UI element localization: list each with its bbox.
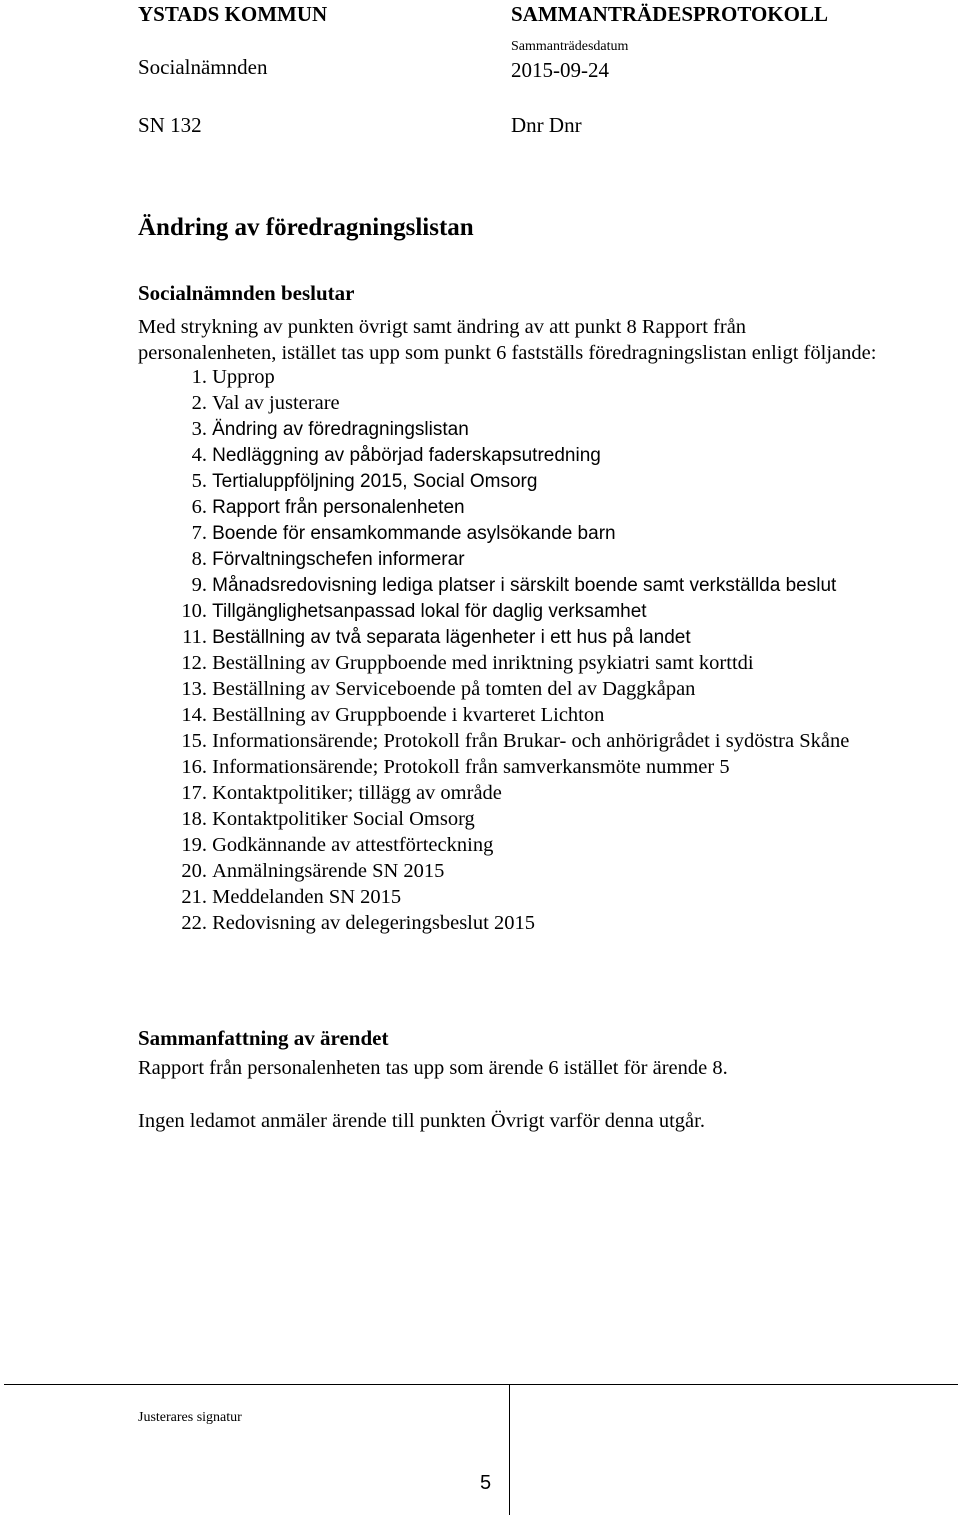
decision-intro-line: personalenheten, istället tas upp som punkt 6 fastställs föredragningslistan enligt följande:: [138, 342, 877, 364]
agenda-item-number: 16.: [181, 756, 207, 778]
agenda-item: [168, 546, 849, 572]
agenda-item: [168, 494, 849, 520]
agenda-item: [168, 572, 849, 598]
agenda-item: [168, 442, 849, 468]
agenda-item-number: 13.: [181, 678, 207, 700]
municipality-name: YSTADS KOMMUN: [138, 2, 328, 26]
signature-label: Justerares signatur: [138, 1410, 242, 1425]
summary-heading: Sammanfattning av ärendet: [138, 1026, 389, 1050]
agenda-item-text: Kontaktpolitiker; tillägg av område: [212, 782, 502, 804]
summary-paragraph: Rapport från personalenheten tas upp som ärende 6 istället för ärende 8.: [138, 1057, 728, 1079]
decision-heading: Socialnämnden beslutar: [138, 281, 355, 305]
page-number: 5: [480, 1472, 492, 1494]
agenda-item-text: Månadsredovisning lediga platser i särskilt boende samt verkställda beslut: [212, 575, 837, 596]
agenda-item-text: Nedläggning av påbörjad faderskapsutredning: [212, 445, 601, 466]
agenda-item-text: Meddelanden SN 2015: [212, 886, 402, 908]
agenda-item-text: Boende för ensamkommande asylsökande barn: [212, 523, 616, 544]
agenda-item-text: Beställning av två separata lägenheter i ett hus på landet: [212, 627, 691, 648]
agenda-item-text: Godkännande av attestförteckning: [212, 834, 494, 856]
meeting-date-label: Sammanträdesdatum: [511, 39, 629, 54]
agenda-item-text: Beställning av Gruppboende i kvarteret Lichton: [212, 704, 605, 726]
agenda-item: [168, 728, 849, 754]
agenda-item-text: Förvaltningschefen informerar: [212, 549, 465, 570]
agenda-item-number: 2.: [191, 392, 207, 414]
agenda-item: [168, 468, 849, 494]
agenda-item-text: Anmälningsärende SN 2015: [212, 860, 445, 882]
document-type: SAMMANTRÄDESPROTOKOLL: [511, 2, 828, 26]
agenda-item-text: Beställning av Serviceboende på tomten del av Daggkåpan: [212, 678, 696, 700]
agenda-item: [168, 832, 849, 858]
agenda-item-number: 5.: [191, 470, 207, 492]
agenda-item-number: 14.: [181, 704, 207, 726]
agenda-item: [168, 624, 849, 650]
agenda-item: [168, 364, 849, 390]
agenda-item: [168, 416, 849, 442]
agenda-item-text: Tillgänglighetsanpassad lokal för daglig verksamhet: [212, 601, 647, 622]
agenda-item-number: 17.: [181, 782, 207, 804]
agenda-item: [168, 676, 849, 702]
committee-name: Socialnämnden: [138, 55, 268, 79]
agenda-item: [168, 884, 849, 910]
footer-divider: [509, 1385, 510, 1515]
agenda-item-text: Rapport från personalenheten: [212, 497, 465, 518]
meeting-date: 2015-09-24: [511, 58, 609, 82]
agenda-item-number: 10.: [181, 600, 207, 622]
agenda-item-number: 6.: [191, 496, 207, 518]
agenda-item-text: Kontaktpolitiker Social Omsorg: [212, 808, 475, 830]
agenda-item-number: 11.: [182, 626, 207, 648]
agenda-item-number: 22.: [181, 912, 207, 934]
agenda-item-number: 7.: [191, 522, 207, 544]
agenda-item-text: Ändring av föredragningslistan: [212, 419, 469, 440]
agenda-item: [168, 858, 849, 884]
decision-intro-line: Med strykning av punkten övrigt samt ändring av att punkt 8 Rapport från: [138, 316, 747, 338]
page-title: Ändring av föredragningslistan: [138, 214, 474, 241]
agenda-item: [168, 910, 849, 936]
agenda-item-text: Tertialuppföljning 2015, Social Omsorg: [212, 471, 538, 492]
agenda-item-text: Beställning av Gruppboende med inriktning psykiatri samt korttdi: [212, 652, 754, 674]
agenda-item-number: 12.: [181, 652, 207, 674]
agenda-item: [168, 702, 849, 728]
agenda-item: [168, 520, 849, 546]
agenda-item-text: Redovisning av delegeringsbeslut 2015: [212, 912, 535, 934]
case-number: SN 132: [138, 113, 202, 137]
agenda-item-number: 18.: [181, 808, 207, 830]
agenda-item-text: Informationsärende; Protokoll från samverkansmöte nummer 5: [212, 756, 730, 778]
agenda-item: [168, 754, 849, 780]
agenda-item-number: 15.: [181, 730, 207, 752]
agenda-item-text: Informationsärende; Protokoll från Brukar- och anhörigrådet i sydöstra Skåne: [212, 730, 850, 752]
agenda-item-number: 3.: [191, 418, 207, 440]
agenda-item-number: 19.: [181, 834, 207, 856]
agenda-list: [168, 364, 849, 936]
agenda-item-number: 20.: [181, 860, 207, 882]
agenda-item-number: 8.: [191, 548, 207, 570]
summary-paragraph: Ingen ledamot anmäler ärende till punkten Övrigt varför denna utgår.: [138, 1110, 705, 1132]
agenda-item: [168, 806, 849, 832]
agenda-item: [168, 598, 849, 624]
footer-rule: [4, 1384, 958, 1385]
agenda-item-number: 9.: [191, 574, 207, 596]
agenda-item: [168, 650, 849, 676]
agenda-item-number: 4.: [191, 444, 207, 466]
agenda-item: [168, 780, 849, 806]
agenda-item-text: Upprop: [212, 366, 275, 388]
agenda-item-text: Val av justerare: [212, 392, 340, 414]
agenda-item-number: 21.: [181, 886, 207, 908]
agenda-item-number: 1.: [191, 366, 207, 388]
diary-number: Dnr Dnr: [511, 113, 582, 137]
decision-intro: [138, 314, 876, 366]
agenda-item: [168, 390, 849, 416]
